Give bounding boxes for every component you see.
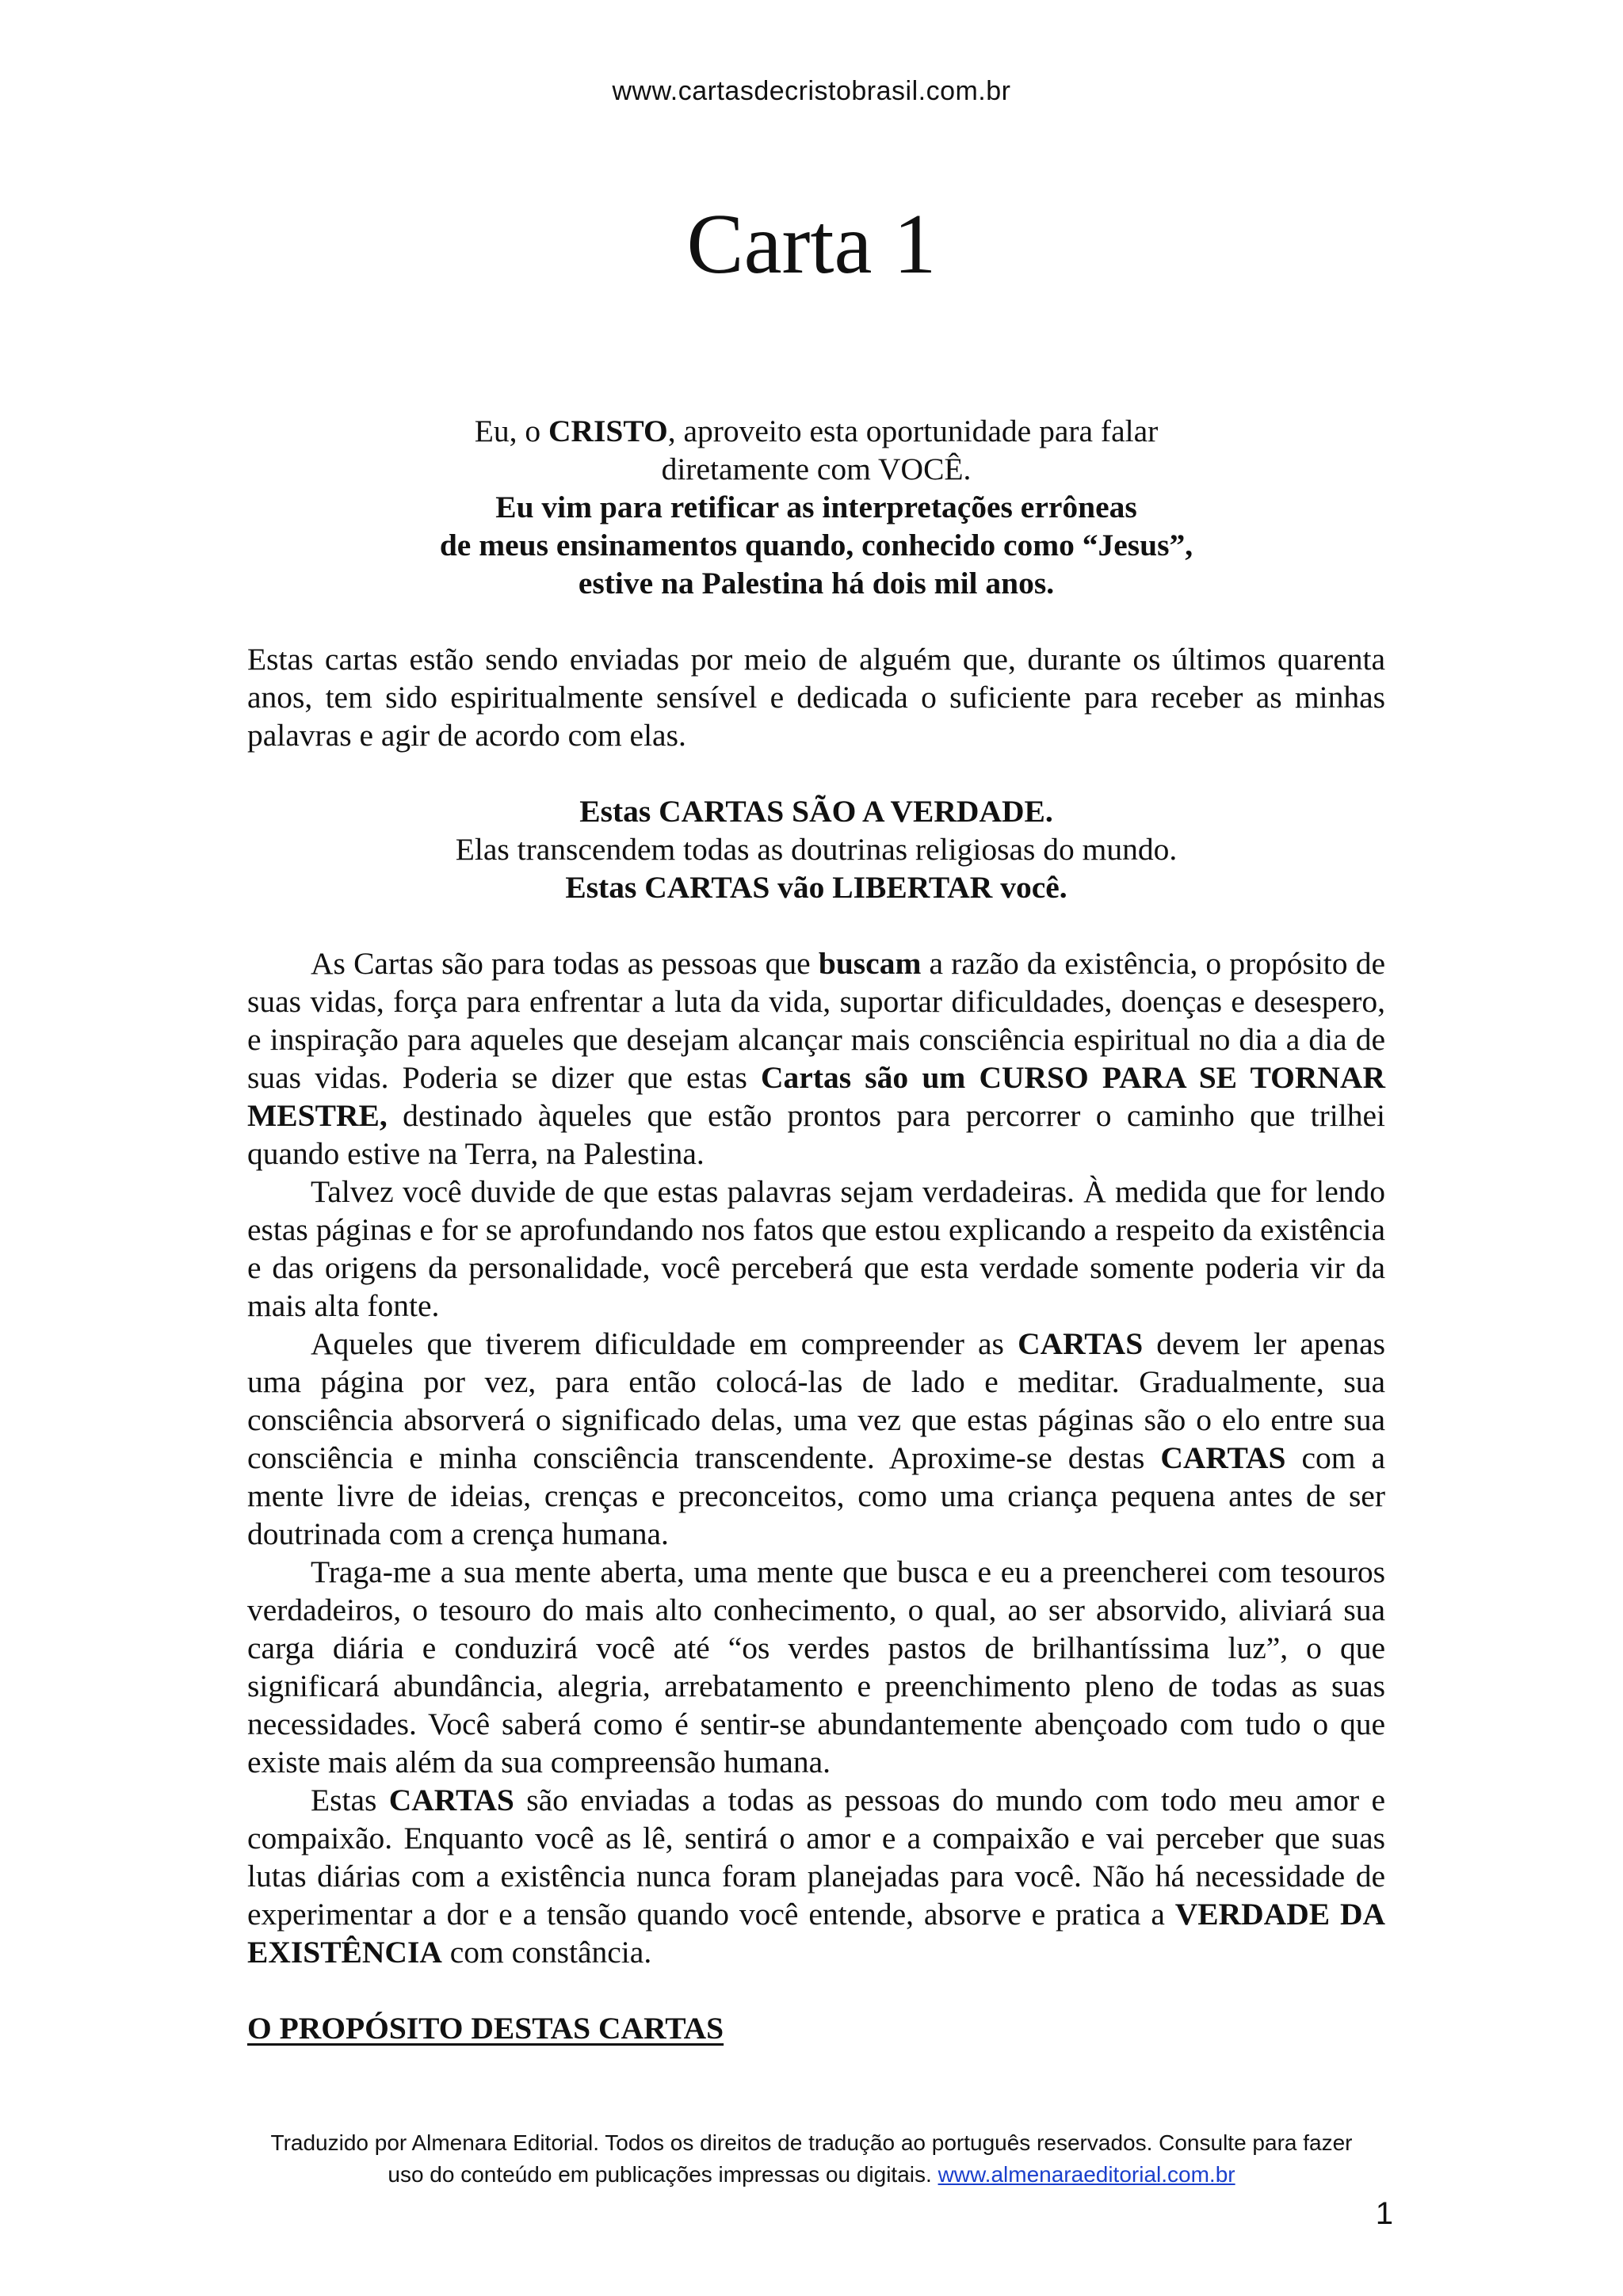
intro-line-3: Eu vim para retificar as interpretações errôneas bbox=[495, 490, 1137, 524]
publisher-link[interactable]: www.almenaraeditorial.com.br bbox=[938, 2162, 1235, 2187]
intro-line-5: estive na Palestina há dois mil anos. bbox=[578, 566, 1055, 601]
intro-line-1: Eu, o CRISTO, aproveito esta oportunidade para falar bbox=[474, 414, 1159, 448]
paragraph-4: Traga-me a sua mente aberta, uma mente que busca e eu a preencherei com tesouros verdadeiros, o tesouro do mais alto conhecimento, o qual, ao ser absorvido, aliviará sua carga diária e conduzirá você até “os verdes pastos de brilhantíssima luz”, o que significará abundância, alegria, arrebatamento e preenchimento pleno de todas as suas necessidades. Você saberá como é sentir-se abundantemente abençoado com tudo o que existe mais além da sua compreensão humana. bbox=[247, 1554, 1385, 1779]
section-heading: O PROPÓSITO DESTAS CARTAS bbox=[247, 2011, 724, 2046]
intro-block bbox=[247, 412, 1385, 602]
truth-block bbox=[247, 792, 1385, 906]
paragraph-1: As Cartas são para todas as pessoas que buscam a razão da existência, o propósito de suas vidas, força para enfrentar a luta da vida, suportar dificuldades, doenças e desespero, e inspiração para aqueles que desejam alcançar mais consciência espiritual no dia a dia de suas vidas. Poderia se dizer que estas Cartas são um CURSO PARA SE TORNAR MESTRE, destinado àqueles que estão prontos para percorrer o caminho que trilhei quando estive na Terra, na Palestina. bbox=[247, 946, 1385, 1171]
page-number: 1 bbox=[1375, 2196, 1393, 2231]
footer-line-2: uso do conteúdo em publicações impressas ou digitais. www.almenaraeditorial.com.br bbox=[388, 2162, 1235, 2187]
page-title: Carta 1 bbox=[686, 197, 937, 292]
paragraph-2: Talvez você duvide de que estas palavras sejam verdadeiras. À medida que for lendo estas páginas e for se aprofundando nos fatos que estou explicando a respeito da existência e das origens da personalidade, você perceberá que esta verdade somente poderia vir da mais alta fonte. bbox=[247, 1174, 1385, 1323]
paragraph-5: Estas CARTAS são enviadas a todas as pessoas do mundo com todo meu amor e compaixão. Enquanto você as lê, sentirá o amor e a compaixão e vai perceber que suas lutas diárias com a existência nunca foram planejadas para você. Não há necessidade de experimentar a dor e a tensão quando você entende, absorve e pratica a VERDADE DA EXISTÊNCIA com constância. bbox=[247, 1783, 1385, 1970]
paragraph-3: Aqueles que tiverem dificuldade em compreender as CARTAS devem ler apenas uma página por vez, para então colocá-las de lado e meditar. Gradualmente, sua consciência absorverá o significado delas, uma vez que estas páginas são o elo entre sua consciência e minha consciência transcendente. Aproxime-se destas CARTAS com a mente livre de ideias, crenças e preconceitos, como uma criança pequena antes de ser doutrinada com a crença humana. bbox=[247, 1326, 1385, 1551]
truth-line-2: Elas transcendem todas as doutrinas religiosas do mundo. bbox=[455, 832, 1178, 867]
intro-line-2: diretamente com VOCÊ. bbox=[661, 452, 972, 486]
document-body bbox=[247, 412, 1385, 2047]
truth-line-1: Estas CARTAS SÃO A VERDADE. bbox=[579, 794, 1053, 829]
footer-line-1: Traduzido por Almenara Editorial. Todos os direitos de tradução ao português reservados. Consulte para fazer bbox=[270, 2130, 1353, 2155]
truth-line-3: Estas CARTAS vão LIBERTAR você. bbox=[565, 870, 1067, 905]
paragraph-sent: Estas cartas estão sendo enviadas por meio de alguém que, durante os últimos quarenta anos, tem sido espiritualmente sensível e dedicada o suficiente para receber as minhas palavras e agir de acordo com elas. bbox=[247, 642, 1385, 753]
intro-line-4: de meus ensinamentos quando, conhecido como “Jesus”, bbox=[439, 528, 1193, 563]
intro-christ-bold: CRISTO bbox=[548, 414, 668, 448]
footer bbox=[0, 2127, 1623, 2191]
header-url: www.cartasdecristobrasil.com.br bbox=[612, 76, 1011, 106]
